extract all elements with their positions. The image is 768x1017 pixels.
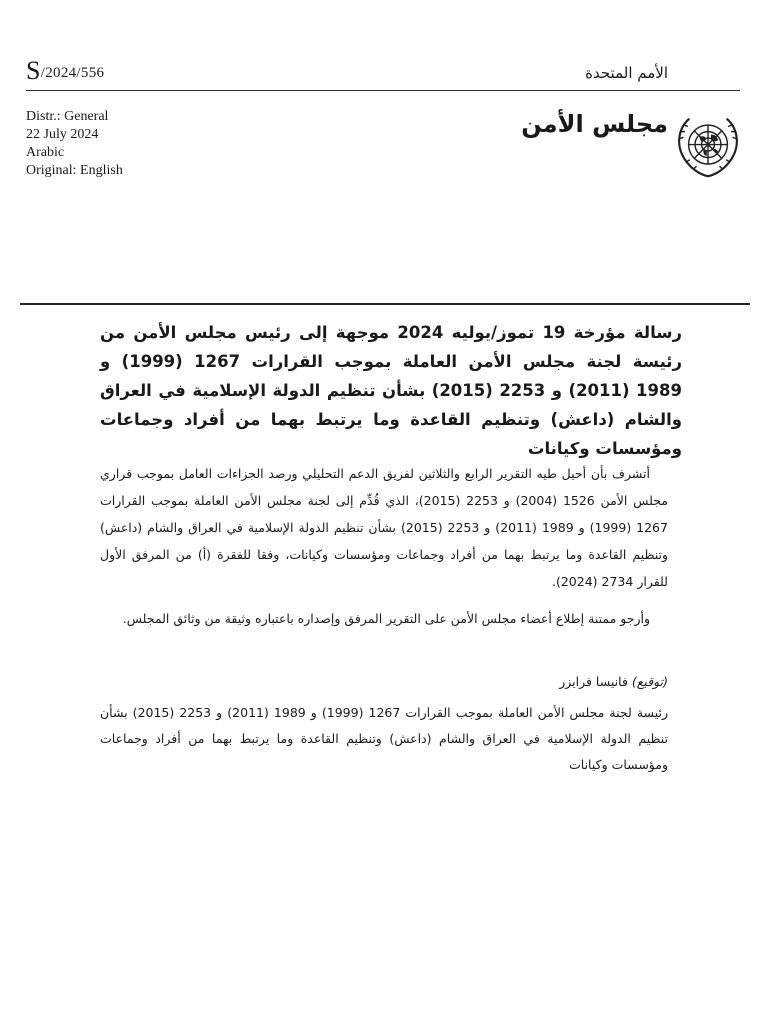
signatory-name: فانيسا فرايزر: [559, 674, 628, 689]
un-emblem-icon: [672, 110, 744, 182]
header-divider: [26, 90, 740, 91]
document-symbol-number: /2024/556: [40, 65, 105, 81]
title-divider: [20, 303, 750, 305]
document-language: Arabic: [26, 145, 65, 160]
letter-title: رسالة مؤرخة 19 تموز/يوليه 2024 موجهة إلى رئيس مجلس الأمن من رئيسة لجنة مجلس الأمن العاملة بموجب القرارات 1267 (1999) و 1989 (2011) و 2253 (2015) بشأن تنظيم الدولة الإسلامية في العراق والشام (داعش) وتنظيم القاعدة وما يرتبط بهما من أفراد وجماعات ومؤسسات وكيانات: [100, 323, 682, 458]
signature-line: [100, 674, 668, 689]
signatory-title: رئيسة لجنة مجلس الأمن العاملة بموجب القرارات 1267 (1999) و 1989 (2011) و 2253 (2015) بشأن تنظيم الدولة الإسلامية في العراق والشام (داعش) وتنظيم القاعدة وما يرتبط بهما من أفراد وجماعات ومؤسسات وكيانات: [100, 705, 668, 772]
body-paragraph-2: وأرجو ممتنة إطلاع أعضاء مجلس الأمن على التقرير المرفق وإصداره باعتباره وثيقة من وثائق المجلس.: [122, 611, 650, 626]
document-meta: [26, 108, 123, 180]
document-date: 22 July 2024: [26, 127, 99, 142]
council-name: مجلس الأمن: [521, 110, 668, 138]
distribution-label: Distr.: General: [26, 109, 109, 124]
organization-name: الأمم المتحدة: [585, 64, 668, 82]
letter-body: [100, 460, 668, 632]
body-paragraph-1: أتشرف بأن أحيل طيه التقرير الرابع والثلاثين لفريق الدعم التحليلي ورصد الجزاءات العامل بموجب قراري مجلس الأمن 1526 (2004) و 2253 (2015)، الذي قُدِّم إلى لجنة مجلس الأمن العاملة بموجب القرارات 1267 (1999) و 1989 (2011) و 2253 (2015) بشأن تنظيم الدولة الإسلامية في العراق والشام (داعش) وتنظيم القاعدة وما يرتبط بهما من أفراد وجماعات ومؤسسات وكيانات، وفقا للفقرة (أ) من المرفق الأول للقرار 2734 (2024).: [100, 466, 668, 589]
document-symbol: [26, 56, 104, 86]
original-language: Original: English: [26, 163, 123, 178]
document-symbol-initial: S: [26, 56, 41, 85]
signature-label: (توقيع): [631, 674, 668, 689]
